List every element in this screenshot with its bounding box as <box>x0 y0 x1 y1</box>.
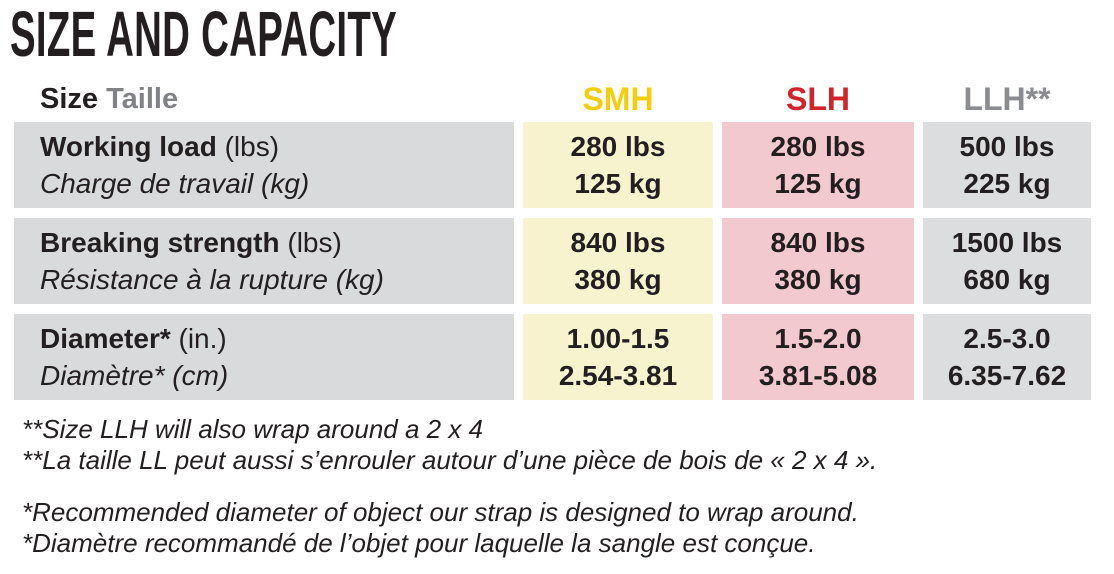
value-line: 840 lbs <box>770 227 866 258</box>
value-line: 500 lbs <box>959 131 1055 162</box>
value-line: 2.5-3.0 <box>963 323 1051 354</box>
footnote-diameter-en: *Recommended diameter of object our strap is designed to wrap around. <box>22 497 859 527</box>
footnote-diameter <box>22 497 1114 559</box>
table-row-working-load <box>14 122 1114 208</box>
value-line: 840 lbs <box>570 227 666 258</box>
column-header-smh: SMH <box>582 81 654 117</box>
cell-smh <box>523 218 713 304</box>
value-line: 380 kg <box>774 264 862 295</box>
table-row-breaking-strength <box>14 218 1114 304</box>
value-line: 380 kg <box>574 264 662 295</box>
column-header-llh: LLH** <box>963 81 1051 117</box>
cell-slh <box>722 122 914 208</box>
row-label-en: Working load (lbs) <box>40 131 280 162</box>
cell-smh <box>523 314 713 400</box>
value-line: 1.00-1.5 <box>566 323 670 354</box>
value-line: 6.35-7.62 <box>947 360 1067 391</box>
cell-llh <box>923 314 1091 400</box>
row-label <box>14 122 514 208</box>
table-header-row <box>14 78 1114 116</box>
row-label <box>14 314 514 400</box>
footnote-llh-fr: **La taille LL peut aussi s’enrouler autour d’une pièce de bois de « 2 x 4 ». <box>22 445 878 475</box>
value-line: 125 kg <box>574 168 662 199</box>
cell-smh <box>523 122 713 208</box>
value-line: 1500 lbs <box>951 227 1063 258</box>
value-line: 125 kg <box>774 168 862 199</box>
row-label <box>14 218 514 304</box>
size-column-header <box>14 83 514 116</box>
value-line: 2.54-3.81 <box>558 360 678 391</box>
footnote-llh-en: **Size LLH will also wrap around a 2 x 4 <box>22 414 484 444</box>
cell-slh <box>722 314 914 400</box>
page-title-text: SIZE AND CAPACITY <box>10 0 397 70</box>
value-line: 280 lbs <box>570 131 666 162</box>
value-line: 225 kg <box>963 168 1051 199</box>
value-line: 1.5-2.0 <box>774 323 862 354</box>
row-label-fr: Résistance à la rupture (kg) <box>40 264 384 295</box>
cell-llh <box>923 218 1091 304</box>
value-line: 680 kg <box>963 264 1051 295</box>
cell-llh <box>923 122 1091 208</box>
row-label-fr: Charge de travail (kg) <box>40 168 310 199</box>
table-row-diameter <box>14 314 1114 400</box>
size-capacity-table <box>14 78 1114 400</box>
column-header-slh: SLH <box>786 81 850 117</box>
cell-slh <box>722 218 914 304</box>
footnote-llh <box>22 414 1114 476</box>
row-label-en: Breaking strength (lbs) <box>40 227 342 258</box>
row-label-en: Diameter* (in.) <box>40 323 227 354</box>
footnote-diameter-fr: *Diamètre recommandé de l’objet pour laquelle la sangle est conçue. <box>22 528 816 558</box>
value-line: 3.81-5.08 <box>758 360 878 391</box>
size-label-en: Size <box>40 83 99 115</box>
size-label-fr: Taille <box>106 83 179 115</box>
value-line: 280 lbs <box>770 131 866 162</box>
row-label-fr: Diamètre* (cm) <box>40 360 229 391</box>
page-title <box>10 0 1114 70</box>
